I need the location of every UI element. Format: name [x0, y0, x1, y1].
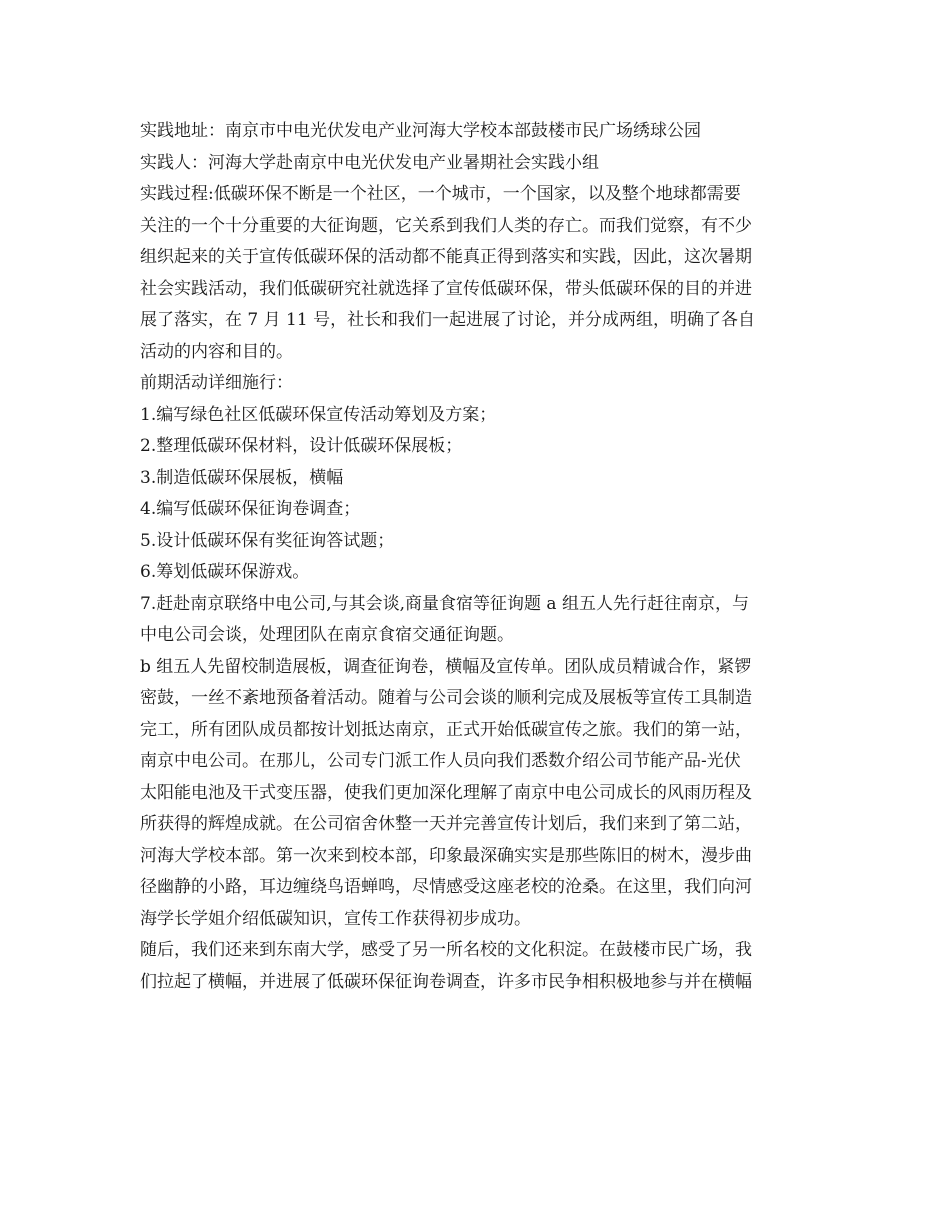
text-line: 们拉起了横幅，并进展了低碳环保征询卷调查，许多市民争相积极地参与并在横幅: [140, 971, 752, 992]
paragraph: [140, 526, 812, 558]
paragraph: [140, 400, 812, 432]
text-line: 1.编写绿色社区低碳环保宣传活动筹划及方案；: [140, 404, 497, 425]
text-line: 实践人：河海大学赴南京中电光伏发电产业暑期社会实践小组: [140, 152, 599, 173]
text-line: 海学长学姐介绍低碳知识，宣传工作获得初步成功。: [140, 908, 531, 929]
text-line: 关注的一个十分重要的大征询题，它关系到我们人类的存亡。而我们觉察，有不少: [140, 215, 752, 236]
paragraph: [140, 179, 812, 368]
text-line: 河海大学校本部。第一次来到校本部，印象最深确实实是那些陈旧的树木，漫步曲: [140, 845, 752, 866]
paragraph: [140, 368, 812, 400]
paragraph: [140, 589, 812, 652]
text-line: 3.制造低碳环保展板，横幅: [140, 467, 344, 488]
paragraph: [140, 652, 812, 936]
text-line: 径幽静的小路，耳边缠绕鸟语蝉鸣，尽情感受这座老校的沧桑。在这里，我们向河: [140, 877, 752, 897]
text-line: 6.筹划低碳环保游戏。: [140, 562, 310, 582]
text-line: 5.设计低碳环保有奖征询答试题；: [140, 530, 395, 551]
paragraph: [140, 557, 812, 589]
text-line: 实践地址：南京市中电光伏发电产业河海大学校本部鼓楼市民广场绣球公园: [140, 121, 701, 141]
text-line: 前期活动详细施行：: [140, 373, 293, 393]
text-line: 所获得的辉煌成就。在公司宿舍休整一天并完善宣传计划后，我们来到了第二站，: [140, 814, 752, 834]
paragraph: [140, 935, 812, 998]
paragraph: [140, 463, 812, 495]
text-line: 实践过程:低碳环保不断是一个社区，一个城市，一个国家，以及整个地球都需要: [140, 184, 741, 204]
text-line: 完工，所有团队成员都按计划抵达南京，正式开始低碳宣传之旅。我们的第一站，: [140, 719, 752, 740]
text-line: 密鼓，一丝不紊地预备着活动。随着与公司会谈的顺利完成及展板等宣传工具制造: [140, 688, 752, 708]
paragraph: [140, 431, 812, 463]
text-line: 活动的内容和目的。: [140, 341, 293, 362]
text-line: 中电公司会谈，处理团队在南京食宿交通征询题。: [140, 625, 514, 645]
text-line: 太阳能电池及干式变压器，使我们更加深化理解了南京中电公司成长的风雨历程及: [140, 782, 752, 803]
document-body: [140, 116, 812, 998]
paragraph: [140, 116, 812, 148]
text-line: 随后，我们还来到东南大学，感受了另一所名校的文化积淀。在鼓楼市民广场，我: [140, 940, 752, 960]
text-line: 展了落实，在 7 月 11 号，社长和我们一起进展了讨论，并分成两组，明确了各自: [140, 310, 756, 330]
text-line: 2.整理低碳环保材料，设计低碳环保展板；: [140, 436, 463, 456]
paragraph: [140, 494, 812, 526]
text-line: 7.赶赴南京联络中电公司,与其会谈,商量食宿等征询题 a 组五人先行赶往南京，与: [140, 593, 749, 614]
text-line: 社会实践活动，我们低碳研究社就选择了宣传低碳环保，带头低碳环保的目的并进: [140, 278, 752, 299]
text-line: b 组五人先留校制造展板，调查征询卷，横幅及宣传单。团队成员精诚合作，紧锣: [140, 656, 752, 677]
text-line: 4.编写低碳环保征询卷调查；: [140, 499, 361, 519]
paragraph: [140, 148, 812, 180]
text-line: 组织起来的关于宣传低碳环保的活动都不能真正得到落实和实践，因此，这次暑期: [140, 247, 752, 267]
text-line: 南京中电公司。在那儿，公司专门派工作人员向我们悉数介绍公司节能产品-光伏: [140, 751, 741, 771]
